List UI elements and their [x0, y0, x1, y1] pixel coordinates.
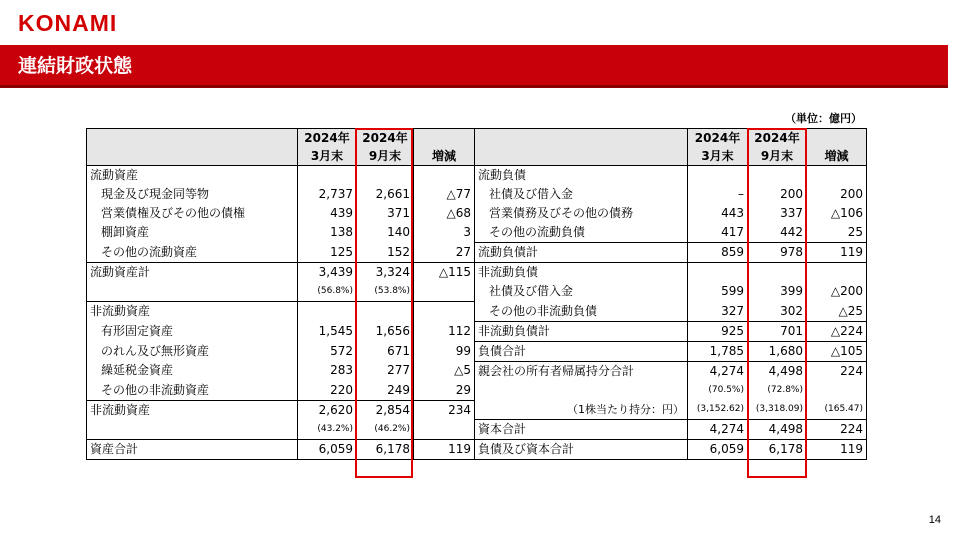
asset-value: 27: [414, 243, 475, 263]
liability-value: 925: [688, 321, 748, 341]
liability-label: その他の流動負債: [475, 223, 688, 243]
asset-value: 1,545: [298, 321, 357, 341]
asset-label: [87, 282, 298, 302]
asset-value: [414, 302, 475, 322]
konami-logo: KONAMI: [18, 10, 118, 36]
asset-value: 2,737: [298, 185, 357, 204]
table-row: [87, 263, 867, 283]
asset-label: 資産合計: [87, 440, 298, 460]
liability-value: 327: [688, 302, 748, 322]
col-change-header-right: 増減: [807, 129, 867, 166]
liab-header-blank: [475, 129, 688, 166]
asset-value: 125: [298, 243, 357, 263]
page-number: 14: [928, 514, 941, 526]
liability-value: (3,318.09): [748, 400, 807, 420]
asset-value: △77: [414, 185, 475, 204]
asset-label: 現金及び現金同等物: [87, 185, 298, 204]
unit-note: （単位：億円）: [785, 112, 862, 125]
table-row: [87, 321, 867, 341]
liability-value: [807, 381, 867, 401]
col-mar-header-right: 2024年 3月末: [688, 129, 748, 166]
asset-value: 3,324: [357, 263, 414, 283]
liability-label: 親会社の所有者帰属持分合計: [475, 361, 688, 381]
liability-value: [748, 263, 807, 283]
asset-label: 非流動資産: [87, 302, 298, 322]
table-row: [87, 204, 867, 223]
liability-value: [688, 166, 748, 186]
table-row: [87, 420, 867, 440]
asset-value: [357, 166, 414, 186]
asset-value: 283: [298, 361, 357, 381]
liability-value: [688, 263, 748, 283]
liability-value: (3,152.62): [688, 400, 748, 420]
liability-value: [807, 263, 867, 283]
col-sep-header-right: 2024年 9月末: [748, 129, 807, 166]
liability-value: 119: [807, 440, 867, 460]
liability-label: 負債及び資本合計: [475, 440, 688, 460]
liability-label: 社債及び借入金: [475, 282, 688, 302]
table-row: [87, 341, 867, 361]
col-mar-header: 2024年 3月末: [298, 129, 357, 166]
liability-label: 社債及び借入金: [475, 185, 688, 204]
table-row: [87, 302, 867, 322]
liability-label: [475, 381, 688, 401]
asset-value: 439: [298, 204, 357, 223]
liability-value: 25: [807, 223, 867, 243]
liability-label: 流動負債: [475, 166, 688, 186]
col-change-header: 増減: [414, 129, 475, 166]
asset-label: 有形固定資産: [87, 321, 298, 341]
liability-value: 599: [688, 282, 748, 302]
liability-value: 337: [748, 204, 807, 223]
liability-value: [748, 166, 807, 186]
liability-value: (165.47): [807, 400, 867, 420]
liability-value: 302: [748, 302, 807, 322]
liability-value: 224: [807, 361, 867, 381]
liability-label: その他の非流動負債: [475, 302, 688, 322]
asset-value: △5: [414, 361, 475, 381]
liability-label: 非流動負債計: [475, 321, 688, 341]
asset-value: [298, 302, 357, 322]
asset-value: 234: [414, 400, 475, 420]
asset-value: 2,854: [357, 400, 414, 420]
asset-value: 119: [414, 440, 475, 460]
table-row: [87, 440, 867, 460]
asset-label: 棚卸資産: [87, 223, 298, 243]
liability-value: (70.5%): [688, 381, 748, 401]
header-row: [87, 129, 867, 166]
asset-value: [414, 282, 475, 302]
asset-value: 277: [357, 361, 414, 381]
liability-value: 399: [748, 282, 807, 302]
asset-value: [357, 302, 414, 322]
liability-value: 4,498: [748, 361, 807, 381]
liability-value: 4,274: [688, 361, 748, 381]
asset-value: (53.8%): [357, 282, 414, 302]
title-banner: [0, 45, 948, 88]
liability-value: (72.8%): [748, 381, 807, 401]
table-row: [87, 223, 867, 243]
table-row: [87, 400, 867, 420]
asset-value: [414, 166, 475, 186]
asset-label: その他の流動資産: [87, 243, 298, 263]
asset-label: その他の非流動資産: [87, 381, 298, 401]
asset-value: (43.2%): [298, 420, 357, 440]
liability-value: 1,680: [748, 341, 807, 361]
liability-value: 200: [748, 185, 807, 204]
asset-label: 非流動資産: [87, 400, 298, 420]
asset-label: 流動資産計: [87, 263, 298, 283]
liability-value: △25: [807, 302, 867, 322]
liability-value: –: [688, 185, 748, 204]
liability-value: 443: [688, 204, 748, 223]
asset-label: 流動資産: [87, 166, 298, 186]
asset-value: 3,439: [298, 263, 357, 283]
asset-value: 371: [357, 204, 414, 223]
table-row: [87, 185, 867, 204]
asset-value: 152: [357, 243, 414, 263]
liability-label: 非流動負債: [475, 263, 688, 283]
liability-value: 1,785: [688, 341, 748, 361]
asset-label: 営業債権及びその他の債権: [87, 204, 298, 223]
page-title: 連結財政状態: [18, 55, 133, 77]
liability-value: △224: [807, 321, 867, 341]
asset-value: 138: [298, 223, 357, 243]
asset-value: 2,620: [298, 400, 357, 420]
asset-value: 140: [357, 223, 414, 243]
liability-value: 119: [807, 243, 867, 263]
liability-value: 4,274: [688, 420, 748, 440]
liability-value: 6,059: [688, 440, 748, 460]
asset-label: のれん及び無形資産: [87, 341, 298, 361]
table-row: [87, 282, 867, 302]
asset-value: 2,661: [357, 185, 414, 204]
asset-value: △115: [414, 263, 475, 283]
balance-sheet-table: [86, 128, 867, 460]
liability-value: 701: [748, 321, 807, 341]
asset-value: (46.2%): [357, 420, 414, 440]
asset-value: 1,656: [357, 321, 414, 341]
liability-value: [807, 166, 867, 186]
asset-value: 3: [414, 223, 475, 243]
asset-value: 99: [414, 341, 475, 361]
liability-label: 資本合計: [475, 420, 688, 440]
liability-value: △105: [807, 341, 867, 361]
assets-header-blank: [87, 129, 298, 166]
table-row: [87, 361, 867, 381]
liability-value: △200: [807, 282, 867, 302]
asset-value: 112: [414, 321, 475, 341]
asset-value: △68: [414, 204, 475, 223]
table-row: [87, 243, 867, 263]
liability-value: 4,498: [748, 420, 807, 440]
liability-value: 224: [807, 420, 867, 440]
asset-value: (56.8%): [298, 282, 357, 302]
liability-value: 200: [807, 185, 867, 204]
table-row: [87, 166, 867, 186]
asset-value: 572: [298, 341, 357, 361]
asset-label: [87, 420, 298, 440]
liability-value: 417: [688, 223, 748, 243]
liability-label: 負債合計: [475, 341, 688, 361]
asset-value: 671: [357, 341, 414, 361]
asset-label: 繰延税金資産: [87, 361, 298, 381]
liability-value: △106: [807, 204, 867, 223]
asset-value: 6,178: [357, 440, 414, 460]
liability-label: 流動負債計: [475, 243, 688, 263]
asset-value: 220: [298, 381, 357, 401]
asset-value: [414, 420, 475, 440]
liability-label: 営業債務及びその他の債務: [475, 204, 688, 223]
table-row: [87, 381, 867, 401]
liability-value: 978: [748, 243, 807, 263]
liability-value: 442: [748, 223, 807, 243]
asset-value: [298, 166, 357, 186]
asset-value: 29: [414, 381, 475, 401]
liability-value: 6,178: [748, 440, 807, 460]
liability-value: 859: [688, 243, 748, 263]
asset-value: 6,059: [298, 440, 357, 460]
liability-label: （1株当たり持分：円）: [475, 400, 688, 420]
col-sep-header: 2024年 9月末: [357, 129, 414, 166]
asset-value: 249: [357, 381, 414, 401]
